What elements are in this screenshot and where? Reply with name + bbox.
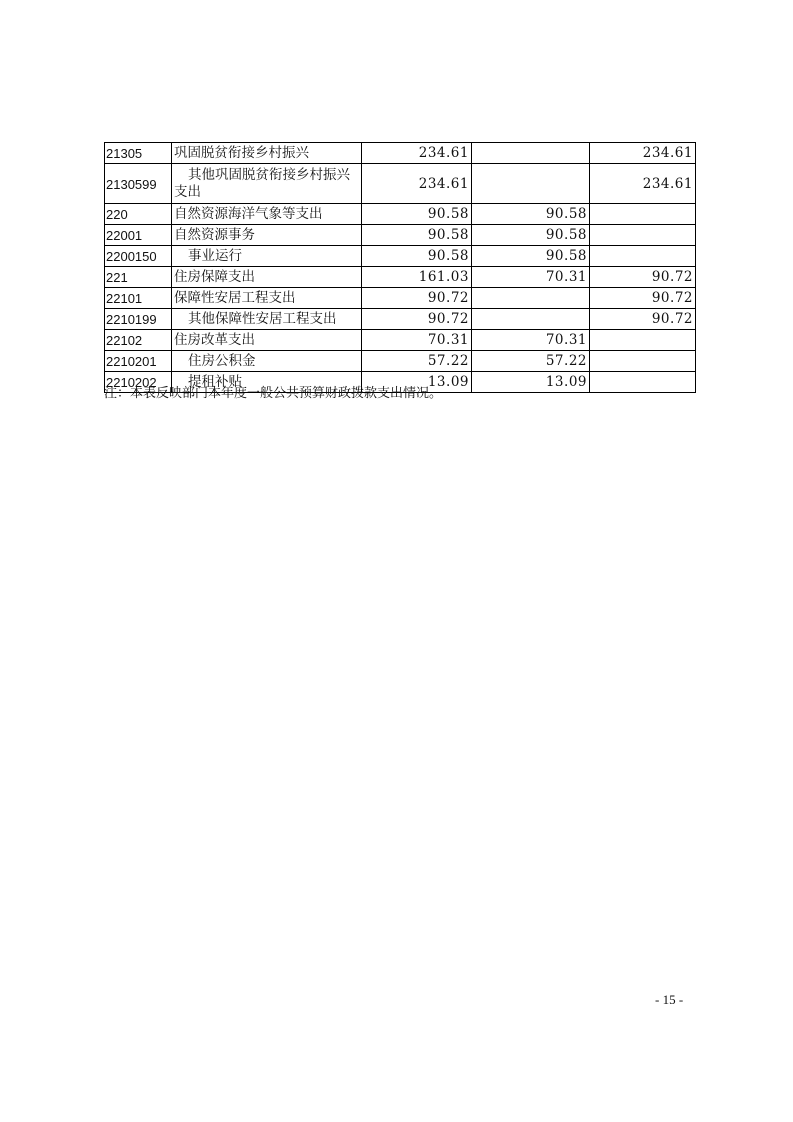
table-row: [105, 164, 696, 204]
basic-expenditure: 57.22: [472, 351, 590, 372]
basic-expenditure: 90.58: [472, 204, 590, 225]
subject-name-text: 住房保障支出: [174, 269, 255, 285]
basic-expenditure: 70.31: [472, 267, 590, 288]
table-row: [105, 267, 696, 288]
table-row: [105, 225, 696, 246]
subject-name: [172, 330, 362, 351]
table-body: [105, 143, 696, 393]
project-expenditure: 234.61: [590, 143, 696, 164]
basic-expenditure: [472, 143, 590, 164]
total-amount: 234.61: [362, 164, 472, 204]
subject-name: [172, 309, 362, 330]
subject-code: 221: [105, 267, 172, 288]
subject-name: [172, 267, 362, 288]
total-amount: 90.72: [362, 309, 472, 330]
subject-name: [172, 246, 362, 267]
page-number: - 15 -: [655, 992, 684, 1007]
project-expenditure: 234.61: [590, 164, 696, 204]
project-expenditure: [590, 330, 696, 351]
subject-name-text: 自然资源海洋气象等支出: [174, 206, 323, 222]
basic-expenditure: 13.09: [472, 372, 590, 393]
subject-name-text: 其他保障性安居工程支出: [188, 311, 337, 327]
subject-code: 2210201: [105, 351, 172, 372]
basic-expenditure: 90.58: [472, 225, 590, 246]
subject-code: 22101: [105, 288, 172, 309]
basic-expenditure: [472, 309, 590, 330]
subject-code: 2210202: [105, 372, 172, 393]
total-amount: 90.58: [362, 246, 472, 267]
total-amount: 70.31: [362, 330, 472, 351]
subject-code: 2200150: [105, 246, 172, 267]
project-expenditure: [590, 225, 696, 246]
table-footnote: 注：本表反映部门本年度一般公共预算财政拨款支出情况。: [104, 386, 443, 401]
table-row: [105, 246, 696, 267]
table-row: [105, 309, 696, 330]
subject-code: 220: [105, 204, 172, 225]
basic-expenditure: [472, 288, 590, 309]
project-expenditure: 90.72: [590, 267, 696, 288]
project-expenditure: [590, 351, 696, 372]
table-row: [105, 204, 696, 225]
table-row: [105, 351, 696, 372]
expenditure-table: [104, 142, 696, 393]
subject-name: [172, 204, 362, 225]
subject-name: [172, 288, 362, 309]
subject-name-text: 保障性安居工程支出: [174, 290, 296, 306]
total-amount: 57.22: [362, 351, 472, 372]
subject-code: 2210199: [105, 309, 172, 330]
project-expenditure: [590, 246, 696, 267]
total-amount: 90.58: [362, 204, 472, 225]
subject-name: [172, 225, 362, 246]
basic-expenditure: [472, 164, 590, 204]
subject-code: 2130599: [105, 164, 172, 204]
subject-name-text: 提租补贴: [188, 374, 242, 390]
basic-expenditure: 90.58: [472, 246, 590, 267]
table-row: [105, 143, 696, 164]
table-row: [105, 288, 696, 309]
subject-name-text: 事业运行: [188, 248, 242, 264]
project-expenditure: 90.72: [590, 288, 696, 309]
subject-name-text: 其他巩固脱贫衔接乡村振兴支出: [174, 167, 350, 200]
total-amount: 90.58: [362, 225, 472, 246]
subject-name: [172, 164, 362, 204]
subject-name-text: 住房改革支出: [174, 332, 255, 348]
project-expenditure: 90.72: [590, 309, 696, 330]
subject-code: 22102: [105, 330, 172, 351]
subject-name: [172, 143, 362, 164]
basic-expenditure: 70.31: [472, 330, 590, 351]
total-amount: 13.09: [362, 372, 472, 393]
subject-code: 21305: [105, 143, 172, 164]
subject-code: 22001: [105, 225, 172, 246]
table-row: [105, 330, 696, 351]
total-amount: 161.03: [362, 267, 472, 288]
total-amount: 90.72: [362, 288, 472, 309]
subject-name: [172, 351, 362, 372]
total-amount: 234.61: [362, 143, 472, 164]
subject-name-text: 住房公积金: [188, 353, 256, 369]
project-expenditure: [590, 204, 696, 225]
project-expenditure: [590, 372, 696, 393]
subject-name-text: 巩固脱贫衔接乡村振兴: [174, 145, 309, 161]
subject-name-text: 自然资源事务: [174, 227, 255, 243]
